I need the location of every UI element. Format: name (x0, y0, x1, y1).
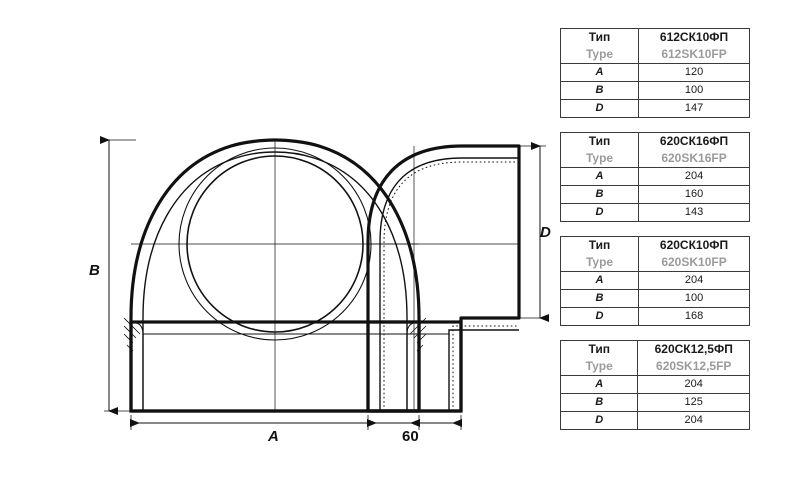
type-value-ru: 620СК12,5ФП (638, 341, 750, 359)
table-row (561, 358, 750, 376)
spec-table-4 (560, 340, 750, 430)
dim-value: 204 (638, 376, 750, 394)
table-row (561, 272, 750, 290)
dim-value: 125 (638, 394, 750, 412)
type-value-en: 620SK10FP (639, 254, 750, 272)
type-label-ru: Тип (561, 133, 639, 151)
type-value-en: 620SK16FP (639, 150, 750, 168)
table-row (561, 168, 750, 186)
table-row (561, 204, 750, 222)
type-value-ru: 620СК10ФП (639, 237, 750, 255)
dim-value: 100 (639, 82, 750, 100)
table-row (561, 29, 750, 47)
table-row (561, 394, 750, 412)
type-label-en: Type (561, 150, 639, 168)
dim-value: 204 (639, 168, 750, 186)
type-label-ru: Тип (561, 29, 639, 47)
side-view (368, 146, 546, 430)
type-label-en: Type (561, 358, 638, 376)
table-row (561, 341, 750, 359)
type-value-en: 612SK10FP (639, 46, 750, 64)
dim-value: 100 (639, 290, 750, 308)
type-label-ru: Тип (561, 237, 639, 255)
table-row (561, 150, 750, 168)
dim-key: D (561, 308, 639, 326)
table-row (561, 46, 750, 64)
table-row (561, 308, 750, 326)
dim-key: A (561, 272, 639, 290)
spec-table-1 (560, 28, 750, 118)
type-value-ru: 612СК10ФП (639, 29, 750, 47)
dim-key: B (561, 290, 639, 308)
dimension-label-a: A (268, 428, 279, 445)
dimension-label-b: B (89, 262, 100, 279)
table-row (561, 100, 750, 118)
table-row (561, 64, 750, 82)
dim-key: A (561, 376, 638, 394)
type-label-en: Type (561, 254, 639, 272)
dim-key: B (561, 394, 638, 412)
dimension-label-60: 60 (402, 428, 419, 445)
dim-key: A (561, 64, 639, 82)
type-label-ru: Тип (561, 341, 638, 359)
dim-value: 204 (638, 412, 750, 430)
dim-key: D (561, 412, 638, 430)
dim-value: 160 (639, 186, 750, 204)
spec-tables (560, 28, 790, 444)
table-row (561, 237, 750, 255)
type-label-en: Type (561, 46, 639, 64)
type-value-ru: 620СК16ФП (639, 133, 750, 151)
table-row (561, 82, 750, 100)
dim-value: 168 (639, 308, 750, 326)
table-row (561, 254, 750, 272)
spec-table-3 (560, 236, 750, 326)
table-row (561, 186, 750, 204)
table-row (561, 290, 750, 308)
dim-key: B (561, 186, 639, 204)
dim-value: 143 (639, 204, 750, 222)
dim-value: 204 (639, 272, 750, 290)
spec-table-2 (560, 132, 750, 222)
dim-key: D (561, 204, 639, 222)
dim-key: B (561, 82, 639, 100)
table-row (561, 376, 750, 394)
front-view (104, 140, 426, 430)
dim-key: A (561, 168, 639, 186)
dimension-label-d: D (540, 224, 551, 241)
type-value-en: 620SK12,5FP (638, 358, 750, 376)
dim-value: 120 (639, 64, 750, 82)
dim-value: 147 (639, 100, 750, 118)
dim-key: D (561, 100, 639, 118)
table-row (561, 133, 750, 151)
table-row (561, 412, 750, 430)
